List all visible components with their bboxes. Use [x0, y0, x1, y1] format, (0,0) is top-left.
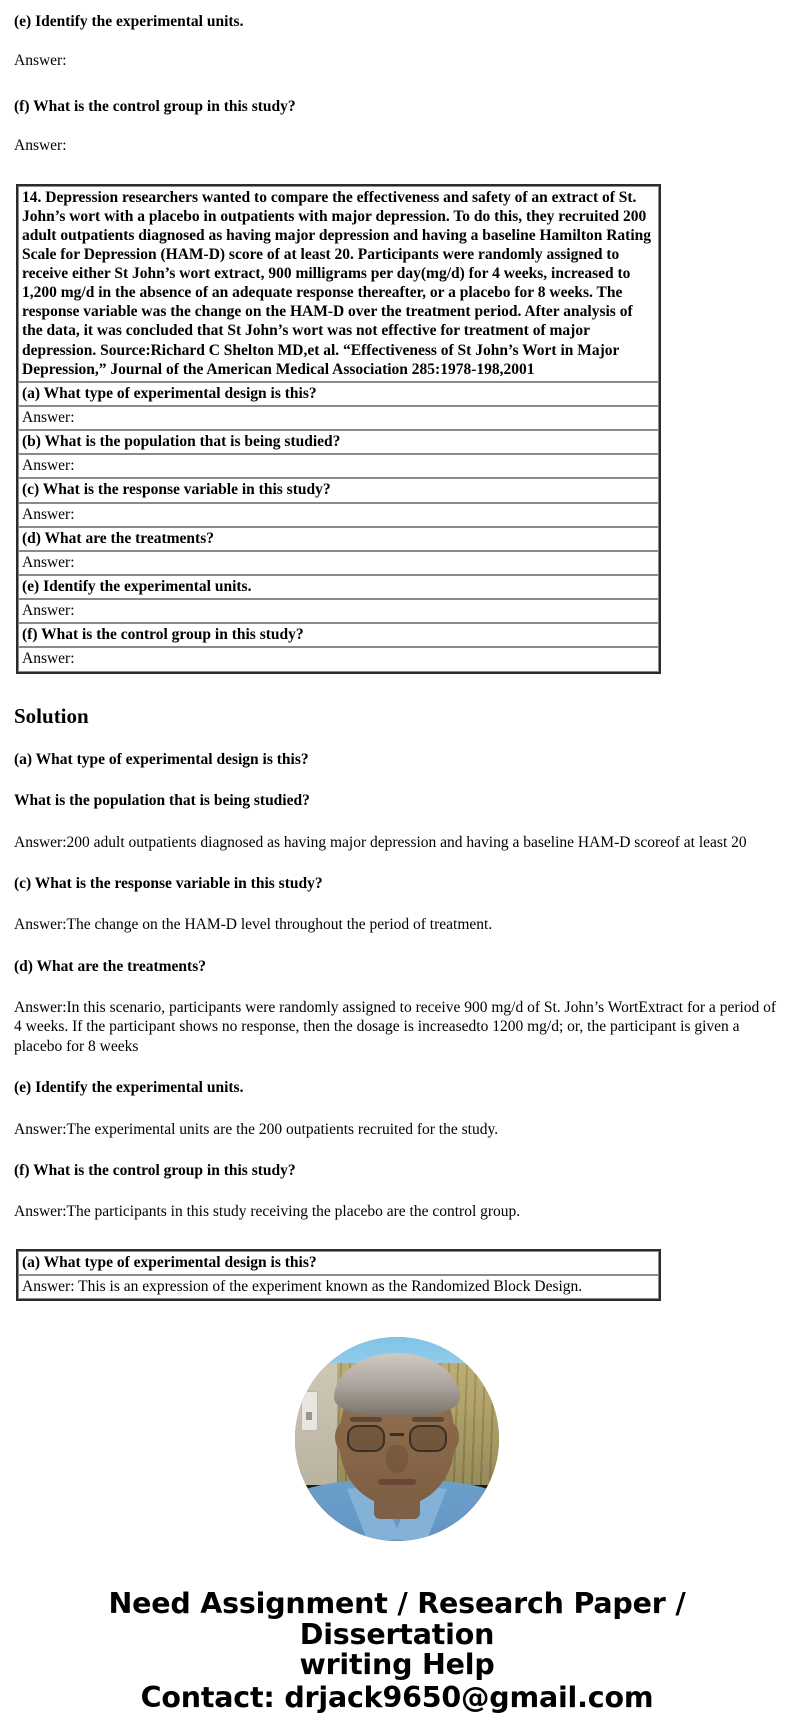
- spacer: [8, 1185, 786, 1197]
- solution-answer-d: Answer:In this scenario, participants were randomly assigned to receive 900 mg/d of St. John’s WortExtract for a period of 4 weeks. If the participant shows no response, then the dosage is increasedto 1200 mg/d; or, the participant is given a placebo for 8 weeks: [14, 999, 777, 1055]
- footer-promo: [8, 1586, 786, 1734]
- spacer: [8, 120, 786, 132]
- table-row: [18, 647, 659, 671]
- solution-answer-b: Answer:200 adult outpatients diagnosed as having major depression and having a baseline HAM-D scoreof at least 20: [14, 833, 747, 851]
- table-row: [18, 599, 659, 623]
- question-f-answer: Answer:: [14, 137, 67, 155]
- table-prompt-c: (c) What is the response variable in this study?: [18, 478, 659, 502]
- spacer: [8, 981, 786, 993]
- answer-table-answer: Answer: This is an expression of the experiment known as the Randomized Block Design.: [18, 1275, 659, 1299]
- table-row: [18, 575, 659, 599]
- avatar: [295, 1337, 499, 1541]
- spacer: [8, 1061, 786, 1073]
- solution-prompt-e: (e) Identify the experimental units.: [14, 1079, 244, 1097]
- table-row: [18, 551, 659, 575]
- footer-line-1: Need Assignment / Research Paper / Dissertation: [108, 1586, 686, 1651]
- spacer: [8, 1103, 786, 1115]
- spacer: [8, 160, 786, 184]
- answer-table-prompt: (a) What type of experimental design is this?: [18, 1251, 659, 1275]
- problem-statement-cell: 14. Depression researchers wanted to compare the effectiveness and safety of an extract of St. John’s wort with a placebo in outpatients with major depression. To do this, they recruited 200 adult outpatients diagnosed as having major depression and having a baseline Hamilton Rating Scale for Depression (HAM-D) score of at least 20. Participants were randomly assigned to receive either St John’s wort extract, 900 milligrams per day(mg/d) for 4 weeks, increased to 1,200 mg/d in the absence of an adequate response thereafter, or a placebo for 8 weeks. The response variable was the change on the HAM-D over the treatment period. After analysis of the data, it was concluded that St John’s wort was not effective for treatment of major depression. Source:Richard C Shelton MD,et al. “Effectiveness of St John’s Wort in Major Depression,” Journal of the American Medical Association 285:1978-198,2001: [18, 186, 659, 382]
- table-row: [18, 527, 659, 551]
- table-row: [18, 478, 659, 502]
- table-row: [18, 1275, 659, 1299]
- table-prompt-e: (e) Identify the experimental units.: [18, 575, 659, 599]
- table-answer-e[interactable]: Answer:: [18, 599, 659, 623]
- table-row: [18, 503, 659, 527]
- table-prompt-f: (f) What is the control group in this study?: [18, 623, 659, 647]
- table-answer-f[interactable]: Answer:: [18, 647, 659, 671]
- photo-eyebrow-right: [412, 1417, 444, 1422]
- question-e-answer: Answer:: [14, 52, 67, 70]
- question-f-prompt: (f) What is the control group in this study?: [14, 97, 296, 115]
- spacer: [8, 857, 786, 869]
- table-answer-a[interactable]: Answer:: [18, 406, 659, 430]
- spacer: [8, 1144, 786, 1156]
- spacer: [8, 75, 786, 87]
- table-row: [18, 454, 659, 478]
- solution-answer-e: Answer:The experimental units are the 200 outpatients recruited for the study.: [14, 1120, 499, 1138]
- solution-prompt-a: (a) What type of experimental design is this?: [14, 750, 309, 768]
- solution-prompt-c: (c) What is the response variable in this study?: [14, 874, 323, 892]
- footer-line-2: writing Help: [299, 1648, 495, 1682]
- table-row: [18, 406, 659, 430]
- table-answer-d[interactable]: Answer:: [18, 551, 659, 575]
- spacer: [8, 816, 786, 828]
- spacer: [8, 35, 786, 47]
- footer-line-3-contact: Contact: drjack9650@gmail.com: [140, 1681, 654, 1715]
- table-prompt-d: (d) What are the treatments?: [18, 527, 659, 551]
- table-prompt-a: (a) What type of experimental design is this?: [18, 382, 659, 406]
- spacer: [8, 1227, 786, 1249]
- spacer: [8, 729, 786, 745]
- photo-light-switch: [301, 1391, 318, 1431]
- table-row: [18, 382, 659, 406]
- top-question-block: [8, 8, 786, 160]
- portrait-container: [8, 1337, 786, 1541]
- solution-prompt-d: (d) What are the treatments?: [14, 957, 206, 975]
- photo-eyeglass-right: [409, 1425, 447, 1452]
- spacer: [8, 940, 786, 952]
- main-question-table: [16, 184, 661, 674]
- table-row: [18, 1251, 659, 1275]
- photo-mouth: [378, 1479, 416, 1485]
- photo-nose: [386, 1445, 408, 1473]
- solution-heading: Solution: [14, 703, 89, 728]
- solution-answer-c: Answer:The change on the HAM-D level throughout the period of treatment.: [14, 916, 493, 934]
- solution-body: [8, 745, 786, 1227]
- spacer: [8, 674, 786, 704]
- photo-eyebrow-left: [350, 1417, 382, 1422]
- table-answer-b[interactable]: Answer:: [18, 454, 659, 478]
- question-e-prompt: (e) Identify the experimental units.: [14, 13, 244, 30]
- solution-prompt-b: What is the population that is being studied?: [14, 792, 310, 810]
- spacer: [8, 774, 786, 786]
- table-row: [18, 430, 659, 454]
- photo-eyeglass-left: [347, 1425, 385, 1452]
- table-row: [18, 623, 659, 647]
- solution-prompt-f: (f) What is the control group in this study?: [14, 1161, 296, 1179]
- spacer: [8, 898, 786, 910]
- table-row: [18, 186, 659, 382]
- photo-eyeglass-bridge: [390, 1433, 404, 1436]
- table-answer-c[interactable]: Answer:: [18, 503, 659, 527]
- answer-table: [16, 1249, 661, 1301]
- solution-answer-f: Answer:The participants in this study receiving the placebo are the control group.: [14, 1203, 521, 1221]
- table-prompt-b: (b) What is the population that is being studied?: [18, 430, 659, 454]
